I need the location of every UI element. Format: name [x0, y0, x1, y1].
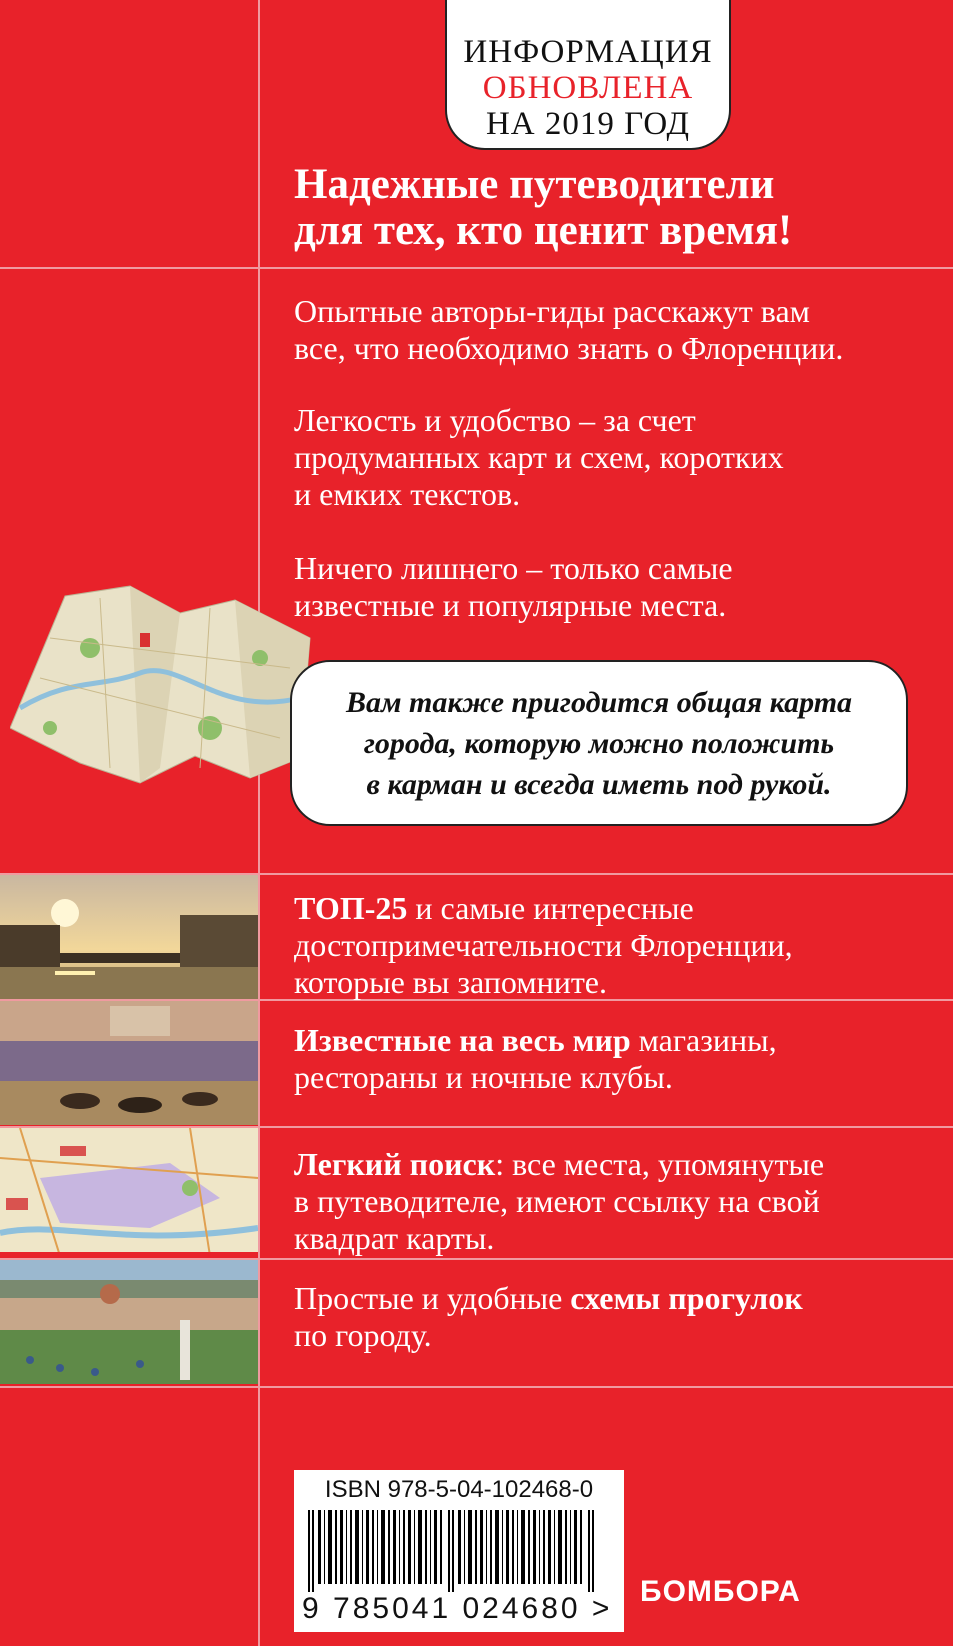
headline	[294, 162, 934, 254]
map-note-line: Вам также пригодится общая карта	[345, 686, 853, 719]
feature-line: рестораны и ночные клубы.	[294, 1059, 673, 1095]
publisher-logo: БОМБОРА	[640, 1575, 801, 1608]
feature-line: по городу.	[294, 1317, 432, 1353]
badge-line-highlight: ОБНОВЛЕНА	[482, 70, 694, 106]
feature-line: квадрат карты.	[294, 1220, 495, 1256]
paragraph-line: Легкость и удобство – за счет	[294, 402, 696, 438]
feature-text: и самые интересные	[407, 890, 694, 926]
paragraph-line: продуманных карт и схем, коротких	[294, 439, 784, 475]
badge-line: ИНФОРМАЦИЯ	[463, 34, 713, 70]
updated-info-badge	[445, 0, 731, 150]
feature-line: в путеводителе, имеют ссылку на свой	[294, 1183, 820, 1219]
folded-city-map-image	[10, 578, 322, 798]
badge-line: НА 2019 ГОД	[485, 106, 691, 142]
headline-line: Надежные путеводители	[294, 161, 775, 208]
paragraph-line: все, что необходимо знать о Флоренции.	[294, 330, 844, 366]
photo-horse-race	[0, 1001, 258, 1125]
isbn-barcode	[294, 1470, 624, 1632]
feature-text: магазины,	[630, 1022, 777, 1058]
barcode-digits: 9 785041 024680 >	[302, 1592, 613, 1625]
feature-text: Простые и удобные	[294, 1280, 571, 1316]
map-note-line: в карман и всегда иметь под рукой.	[366, 768, 832, 801]
paragraph-line: известные и популярные места.	[294, 587, 727, 623]
feature-line: которые вы запомните.	[294, 964, 607, 1000]
map-note-bubble	[290, 660, 908, 826]
feature-walks	[294, 1280, 914, 1354]
vertical-divider	[258, 0, 260, 1646]
divider	[0, 267, 953, 269]
paragraph-line: Ничего лишнего – только самые	[294, 550, 733, 586]
paragraph-line: и емких текстов.	[294, 476, 521, 512]
feature-line: достопримечательности Флоренции,	[294, 927, 793, 963]
photo-sunset-river	[0, 875, 258, 999]
feature-line	[294, 1146, 914, 1183]
divider	[0, 1386, 953, 1388]
barcode-bars	[308, 1510, 608, 1592]
photo-city-panorama	[0, 1260, 258, 1384]
feature-bold: ТОП-25	[294, 890, 408, 926]
map-note-line: города, которую можно положить	[363, 727, 835, 760]
feature-bold: Легкий поиск	[294, 1146, 496, 1182]
paragraph	[294, 402, 934, 513]
feature-text: : все места, упомянутые	[495, 1146, 825, 1182]
paragraph-line: Опытные авторы-гиды расскажут вам	[294, 293, 810, 329]
feature-search	[294, 1146, 914, 1257]
isbn-text: ISBN 978-5-04-102468-0	[324, 1476, 594, 1503]
feature-line	[294, 1280, 914, 1317]
paragraph	[294, 293, 934, 367]
photo-map-detail	[0, 1128, 258, 1252]
feature-line	[294, 1022, 914, 1059]
feature-top25	[294, 890, 914, 1001]
feature-shops	[294, 1022, 914, 1096]
feature-bold: Известные на весь мир	[294, 1022, 631, 1058]
feature-line	[294, 890, 914, 927]
feature-bold: схемы прогулок	[570, 1280, 803, 1316]
headline-line: для тех, кто ценит время!	[294, 207, 793, 254]
paragraph	[294, 550, 934, 624]
